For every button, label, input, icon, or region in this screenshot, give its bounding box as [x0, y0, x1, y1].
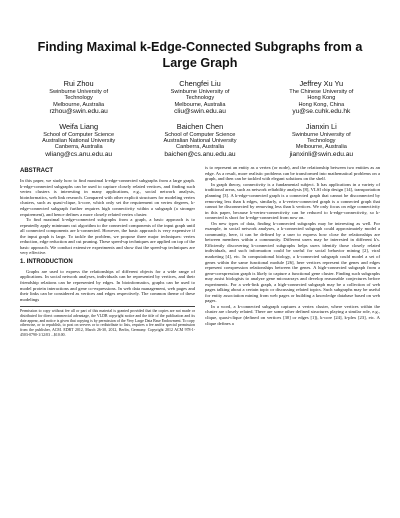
author-name: Jianxin Li: [305, 121, 337, 131]
author-affiliation-line: School of Computer Science: [164, 131, 236, 138]
author-affiliation-line: Technology: [185, 95, 215, 102]
author-card: [141, 122, 258, 159]
author-affiliation-line: School of Computer Science: [43, 131, 115, 138]
author-affiliation-line: Technology: [307, 138, 336, 145]
introduction-paragraph-1: Graphs are used to express the relationships of different objects for a wide range of applications. In social network analyses, individuals can be represented by vertices, and their friendship relations can be represented by edges. In bioinformatics, graphs can be used to model protein interactions and gene co-expressions. In web data management, web pages and their links can be considered as vertices and edges respectively. The common theme of these modelings: [20, 268, 195, 302]
author-card: [20, 79, 137, 116]
author-email: baichen@cs.anu.edu.au: [164, 150, 236, 158]
author-name: Weifa Liang: [59, 121, 99, 131]
author-card: [20, 122, 137, 159]
author-card: [263, 79, 380, 116]
author-card: [263, 122, 380, 159]
paper-title: Finding Maximal k-Edge-Connected Subgraphs from a Large Graph: [37, 40, 363, 70]
author-name: Rui Zhou: [63, 79, 94, 88]
author-affiliation-line: Melbourne, Australia: [53, 101, 105, 108]
copyright-footnote: [20, 306, 195, 337]
author-email: cliu@swin.edu.au: [174, 108, 226, 116]
author-email: jianxinli@swin.edu.au: [289, 150, 354, 158]
author-email: yu@se.cuhk.edu.hk: [292, 108, 351, 116]
body-paragraph-4: In a word, a k-connected subgraph captures a vertex cluster, where vertices within the cluster are closely related. There are some other defined structures playing a similar role, e.g., clique, quasi-clique (defined on vertices [30] or edges [1]), k-core [24], k-plex [23], etc. A clique defines a: [205, 303, 380, 326]
body-paragraph-1: is to represent an entity as a vertex (or node), and the relationship between two entities as an edge. As a result, more realistic problems can be transformed into mathematical problems on a graph, and then can be tackled with elegant solutions on the shelf.: [205, 165, 380, 182]
author-affiliation-line: Australian National University: [163, 138, 237, 145]
author-affiliation-line: The Chinese University of: [289, 89, 354, 95]
author-affiliation-line: Melbourne, Australia: [174, 101, 226, 108]
author-email: rzhou@swin.edu.au: [49, 108, 108, 116]
author-affiliation-line: Technology: [64, 95, 93, 102]
abstract-paragraph-1: In this paper, we study how to find maximal k-edge-connected subgraphs from a large graph. k-edge-connected subgraphs can be used to capture closely related vertices, and finding such vertex clusters is interesting in many applications, e.g., social network analysis, bioinformatics, web link research. Compared with other explicit structures for modeling vertex clusters, such as quasi-clique, k-core, which only set the requirement on vertex degrees, k-edge-connected subgraph further requires high connectivity within a subgraph (a stronger requirement), and hence defines a more closely related vertex cluster.: [20, 178, 195, 217]
left-column: [20, 165, 195, 337]
introduction-heading: 1. INTRODUCTION: [20, 258, 73, 265]
author-affiliation-line: Australian National University: [42, 138, 116, 145]
author-affiliation-line: Canberra, Australia: [54, 144, 103, 151]
author-block: [20, 79, 380, 164]
abstract-heading: ABSTRACT: [20, 168, 53, 175]
author-affiliation-line: Swinburne University of: [170, 89, 230, 95]
body-paragraph-2: In graph theory, connectivity is a fundamental subject. It has applications in a variety of traditional areas, such as network reliability analysis [8], VLSI chip design [14], transportation planning [3]. A k-edge-connected graph is a connected graph that cannot be disconnected by removing less than k edges, similarly, a k-vertex-connected graph is a connected graph that cannot be disconnected by removing less than k vertices. We only focus on edge connectivity in this paper, because k-vertex-connectivity can be reduced to k-edge-connectivity, so k-connected is short for k-edge-connected from now on.: [205, 181, 380, 221]
author-affiliation-line: Hong Kong: [307, 95, 336, 102]
author-affiliation-line: Swinburne University of: [49, 89, 109, 95]
author-card: [141, 79, 258, 116]
author-email: wliang@cs.anu.edu.au: [45, 150, 113, 158]
author-affiliation-line: Hong Kong, China: [298, 101, 345, 108]
author-affiliation-line: Melbourne, Australia: [295, 144, 347, 151]
author-name: Jeffrey Xu Yu: [299, 79, 344, 88]
author-affiliation-line: Canberra, Australia: [176, 144, 224, 151]
author-name: Baichen Chen: [176, 121, 224, 131]
right-column: [205, 165, 380, 337]
abstract-paragraph-2: To find maximal k-edge-connected subgraphs from a graph, a basic approach is to repeatedly apply minimum cut algorithm to the connected components of the input graph until all connected components are k-connected. However, the basic approach is very expensive if the input graph is large. To tackle the problem, we propose three major techniques: vertex reduction, edge reduction and cut pruning. These speed-up techniques are applied on top of the basic approach. We conduct extensive experiments and show that the speed-up techniques are very effective.: [20, 217, 195, 256]
author-name: Chengfei Liu: [179, 79, 221, 88]
body-columns: [20, 165, 380, 337]
body-paragraph-3: On new types of data, finding k-connected subgraphs may be interesting as well. For example, in social network analyses, a k-connected subgraph could approximately model a community, here, it can be defined by a user to express how close the relationships are between members within a community. Different users may be interested in different k's. Efficiently discovering k-connected subgraphs helps users identify those closely related individuals, and such information could be useful for social behavior mining [2], viral marketing [4], etc. In computational biology, a k-connected subgraph could model a set of genes within the same functional module [26], here vertices represent the genes and edges represent coexpression relationships between the genes. A high-connected subgraph from a gene-coexpression graph is likely to capture a functional gene cluster. Finding such subgraphs may assist biologists to analyze gene microarrays and develop reasonable conjectures before experiments. For a web-link graph, a high-connected subgraph may be a collection of web pages talking about a certain topic or discussing related topics. Such subgraphs may be useful for entity association mining from web pages or building a knowledge database based on web pages.: [205, 220, 380, 304]
author-affiliation-line: Swinburne University of: [291, 131, 351, 138]
copyright-text: Permission to copy without fee all or part of this material is granted provided that the copies are not made or distributed for direct commercial advantage, the VLDB copyright notice and the title of the publication and its date appear, and notice is given that copying is by permission of the Very Large Data Base Endowment. To copy otherwise, or to republish, to post on servers or to redistribute to lists, requires a fee and/or special permission from the publisher, ACM. EDBT 2012, March 26-30, 2012, Berlin, Germany. Copyright 2012 ACM 978-1-4503-0790-1/12/03 ...$10.00.: [20, 309, 195, 337]
